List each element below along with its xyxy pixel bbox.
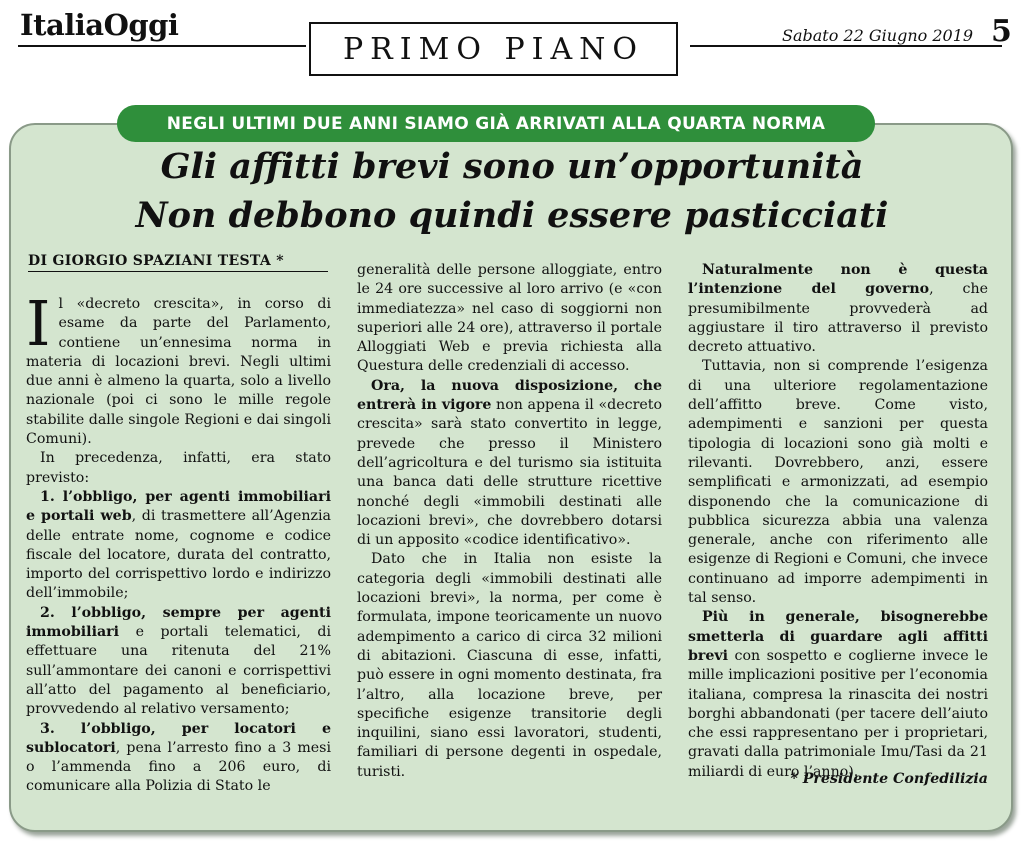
issue-date: Sabato 22 Giugno 2019 [782, 26, 974, 45]
section-title: PRIMO PIANO [309, 22, 678, 76]
paragraph: Il «decreto crescita», in corso di esame da parte del Parlamento, contiene un’ennesima norma in materia di locazioni brevi. Negli ultimi due anni è almeno la quarta, solo a livello nazionale (poi ci sono le mille regole stabilite dalle singole Regioni e dai singoli Comuni). [26, 287, 331, 448]
paragraph: Ora, la nuova disposizione, che entrerà in vigore non appena il «decreto crescita» sarà stato convertito in legge, prevede che presso il Ministero dell’agricoltura e del turismo sia istituita una banca dati delle strutture ricettive nonché degli «immobili destinati alle locazioni brevi», che dovrebbero dotarsi di un apposito «codice identificativo». [357, 377, 662, 549]
headline-line-1: Gli affitti brevi sono un’opportunità [160, 146, 864, 187]
header-rule-left [18, 45, 306, 47]
paragraph: generalità delle persone alloggiate, entro le 24 ore successive al loro arrivo (e «con immediatezza» nel caso di soggiorni non superiori alle 24 ore), attraverso il portale Alloggiati Web e previa richiesta alla Questura delle credenziali di accesso. [357, 262, 662, 375]
paragraph: Tuttavia, non si comprende l’esigenza di una ulteriore regolamentazione dell’affitto breve. Come visto, adempimenti e sanzioni per questa tipologia di locazioni sono già molti e rilevanti. Dovrebbero, anzi, essere semplificati e armonizzati, ad esempio disponendo che la comunicazione di pubblica sicurezza abbia una valenza generale, anche con riferimento alle esigenze di Regioni e Comuni, che invece continuano ad imporre adempimenti in tal senso. [688, 358, 988, 607]
paragraph: Naturalmente non è questa l’intenzione del governo, che presumibilmente provvederà ad aggiustare il tiro attraverso il previsto decreto attuativo. [688, 262, 988, 356]
masthead-logo: ItaliaOggi [20, 8, 179, 42]
article-kicker: NEGLI ULTIMI DUE ANNI SIAMO GIÀ ARRIVATI ALLA QUARTA NORMA [117, 105, 875, 142]
header-rule-right [690, 45, 1002, 47]
paragraph: Dato che in Italia non esiste la categoria degli «immobili destinati alle locazioni brevi», la norma, per come è formulata, impone teoricamente un nuovo adempimento a carico di circa 32 milioni di abitazioni. Ciascuna di esse, infatti, può essere in ogni momento destinata, fra l’altro, alla locazione breve, per specifiche esigenze transitorie degli inquilini, siano essi lavoratori, studenti, familiari di persone degenti in ospedale, turisti. [357, 551, 662, 780]
paragraph: Più in generale, bisognerebbe smetterla di guardare agli affitti brevi con sospetto e coglierne invece le mille implicazioni positive per l’economia italiana, compresa la rinascita dei nostri borghi abbandonati (per tacere dell’aiuto che essi rappresentano per i proprietari, gravati dalla patrimoniale Imu/Tasi da 21 miliardi di euro l’anno). [688, 609, 988, 780]
paragraph: 1. l’obbligo, per agenti immobiliari e portali web, di trasmettere all’Agenzia delle entrate nome, cognome e codice fiscale del locatore, durata del contratto, importo del corrispettivo lordo e indirizzo dell’immobile; [26, 488, 331, 602]
paragraph: 3. l’obbligo, per locatori e sublocatori, pena l’arresto fino a 3 mesi o l’ammenda fino a 206 euro, di comunicare alla Polizia di Stato le [26, 720, 331, 795]
page-number: 5 [991, 14, 1012, 49]
author-signature: * Presidente Confedilizia [790, 771, 988, 787]
column-1 [26, 287, 331, 797]
byline: DI GIORGIO SPAZIANI TESTA * [28, 253, 328, 272]
paragraph: In precedenza, infatti, era stato previsto: [26, 450, 331, 486]
headline-line-2: Non debbono quindi essere pasticciati [135, 195, 889, 236]
column-2 [357, 261, 662, 782]
drop-cap: I [26, 287, 51, 360]
column-3 [688, 261, 988, 782]
paragraph: 2. l’obbligo, sempre per agenti immobiliari e portali telematici, di effettuare una ritenuta del 21% sull’ammontare dei canoni e corrispettivi all’atto del pagamento al beneficiario, provvedendo al relativo versamento; [26, 604, 331, 718]
